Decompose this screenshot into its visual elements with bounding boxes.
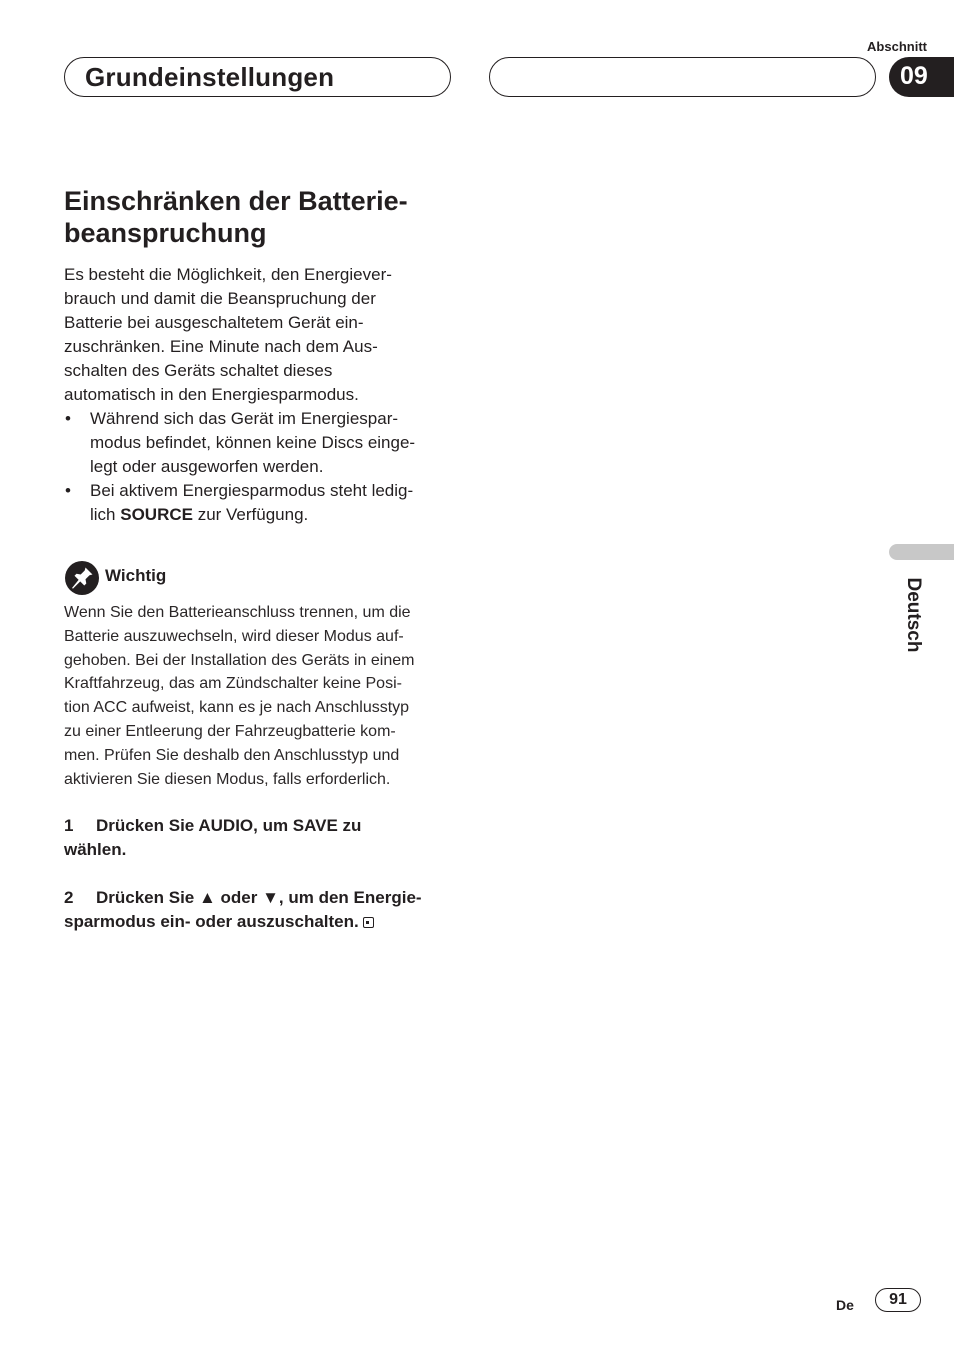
bullet-line: Während sich das Gerät im Energiespar-: [90, 409, 399, 428]
important-line: Wenn Sie den Batterieanschluss trennen, um die: [64, 604, 411, 621]
language-tab-bar: [889, 544, 954, 560]
article-heading: [64, 185, 454, 249]
bullet-icon: •: [65, 409, 71, 428]
bullet-icon: •: [65, 481, 71, 500]
step-line: sparmodus ein- oder auszuschalten.: [64, 912, 359, 932]
chapter-title-box: [64, 57, 451, 97]
important-label: Wichtig: [105, 566, 167, 585]
heading-line-1: Einschränken der Batterie-: [64, 186, 408, 216]
section-number-badge: [889, 57, 954, 97]
step-number: 2: [64, 888, 74, 908]
important-notice-header: [64, 560, 450, 596]
article: [64, 185, 450, 934]
bullet-line-suffix: zur Verfügung.: [192, 505, 309, 524]
step-line: Drücken Sie AUDIO, um SAVE zu: [96, 816, 362, 836]
bullet-line: Bei aktivem Energiesparmodus steht ledig-: [90, 481, 414, 500]
important-line: zu einer Entleerung der Fahrzeugbatterie kom-: [64, 722, 396, 740]
important-line: tion ACC aufweist, kann es je nach Anschlusstyp: [64, 699, 410, 717]
header-empty-box: [489, 57, 876, 97]
important-line: gehoben. Bei der Installation des Geräts in einem: [64, 651, 415, 669]
list-item: [64, 407, 450, 479]
bullet-line: modus befindet, können keine Discs einge-: [90, 433, 416, 452]
intro-line: Batterie bei ausgeschaltetem Gerät ein-: [64, 313, 364, 332]
intro-line: zuschränken. Eine Minute nach dem Aus-: [64, 337, 378, 356]
step-number: 1: [64, 816, 74, 836]
important-icon: [64, 560, 100, 596]
end-of-section-icon: [363, 917, 374, 928]
step-line: wählen.: [64, 840, 127, 860]
important-line: Kraftfahrzeug, das am Zündschalter keine Posi-: [64, 675, 402, 693]
intro-line: schalten des Geräts schaltet dieses: [64, 361, 333, 380]
page-number: 91: [875, 1288, 921, 1312]
language-tab-label: Deutsch: [903, 577, 924, 653]
heading-line-2: beanspruchung: [64, 218, 267, 248]
intro-line: automatisch in den Energiesparmodus.: [64, 385, 359, 404]
bullet-line: legt oder ausgeworfen werden.: [90, 457, 324, 476]
list-item: [64, 479, 450, 527]
important-line: Batterie auszuwechseln, wird dieser Modus auf-: [64, 627, 404, 645]
important-line: men. Prüfen Sie deshalb den Anschlusstyp und: [64, 746, 400, 764]
step-1: [64, 814, 450, 862]
step-2: [64, 886, 450, 934]
bullet-line-prefix: lich: [90, 505, 121, 524]
important-text: [64, 601, 450, 791]
intro-paragraph: [64, 263, 450, 407]
notes-list: [64, 407, 450, 527]
source-button-name: SOURCE: [120, 505, 193, 524]
section-number: 09: [900, 62, 928, 90]
important-line: aktivieren Sie diesen Modus, falls erforderlich.: [64, 770, 391, 788]
intro-line: brauch und damit die Beanspruchung der: [64, 289, 376, 308]
chapter-title: Grundeinstellungen: [85, 62, 335, 92]
section-label: Abschnitt: [867, 39, 927, 54]
intro-line: Es besteht die Möglichkeit, den Energiever-: [64, 265, 392, 284]
step-line: Drücken Sie ▲ oder ▼, um den Energie-: [96, 888, 422, 908]
footer-language-code: De: [836, 1297, 854, 1313]
